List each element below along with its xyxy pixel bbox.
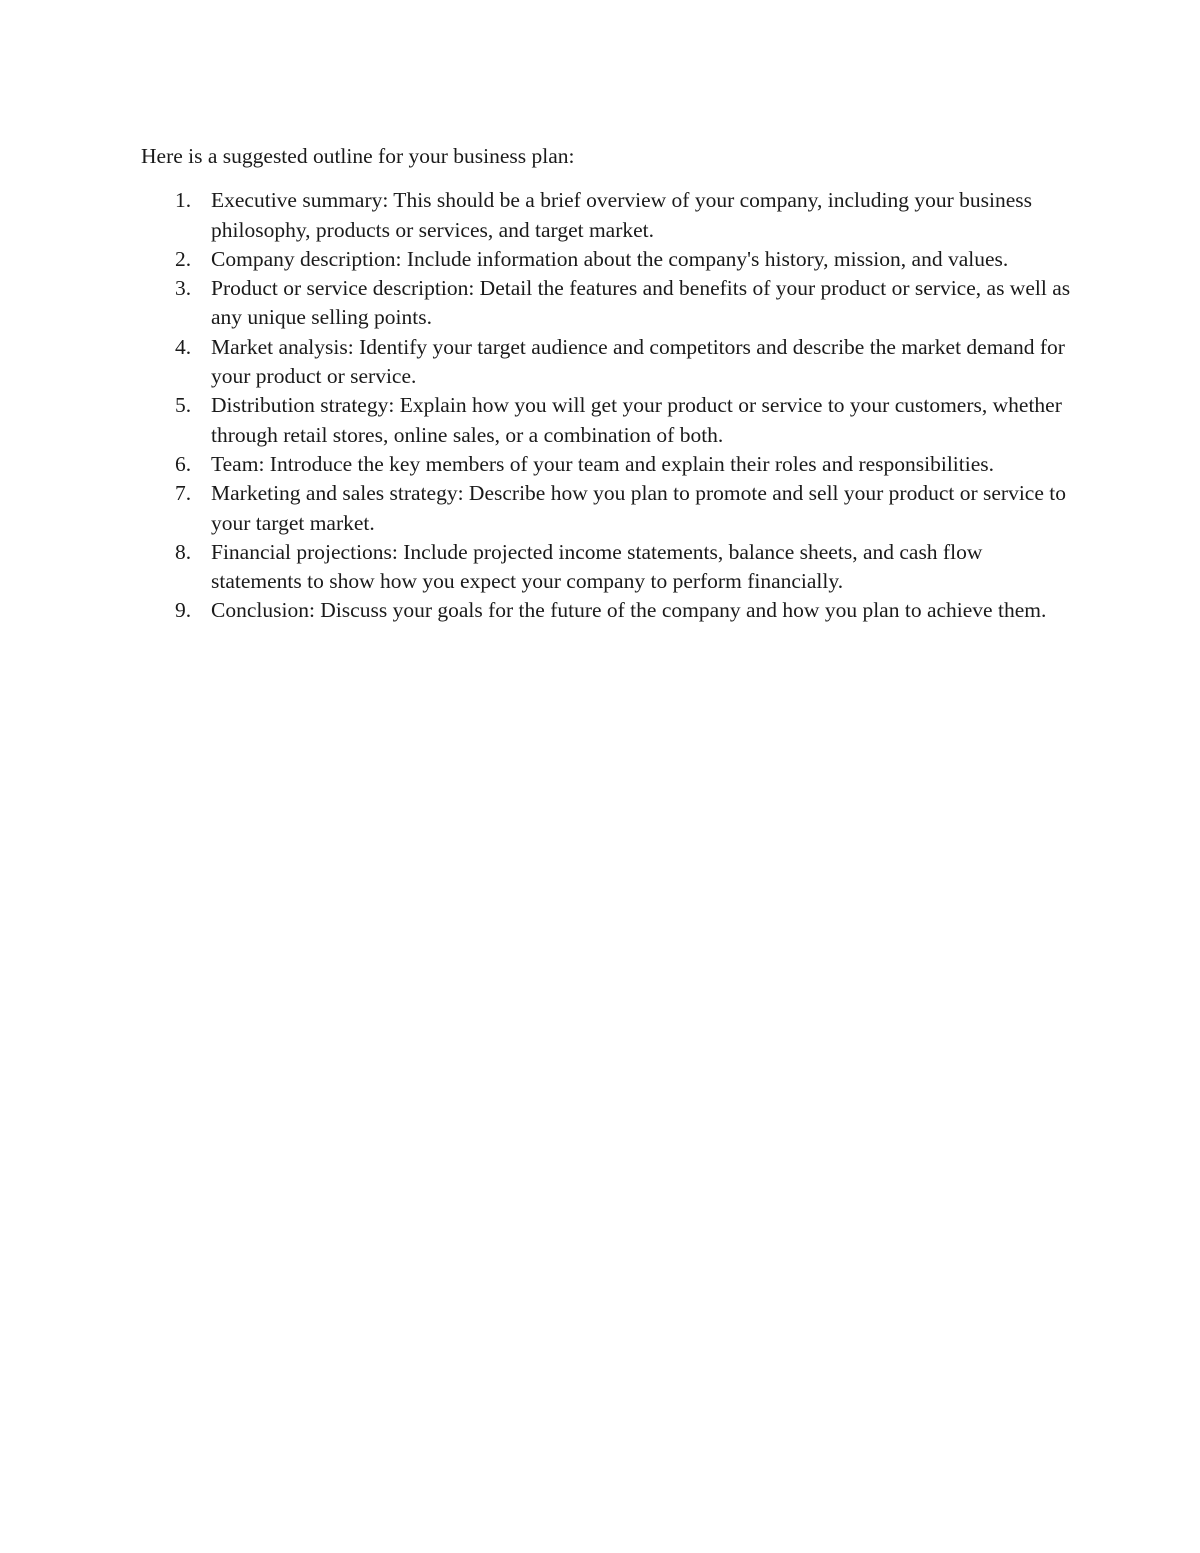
list-item: [141, 186, 1071, 245]
list-item-text: Distribution strategy: Explain how you will get your product or service to your customers, whether through retail stores, online sales, or a combination of both.: [211, 393, 1062, 447]
list-item: [141, 538, 1071, 597]
list-item-number: 8.: [175, 539, 192, 564]
list-item: [141, 391, 1071, 450]
list-item-text: Marketing and sales strategy: Describe how you plan to promote and sell your product or service to your target market.: [211, 481, 1066, 535]
list-item-number: 1.: [175, 188, 192, 213]
list-item-text: Financial projections: Include projected income statements, balance sheets, and cash flow statements to show how you expect your company to perform financially.: [211, 539, 983, 594]
intro-paragraph: Here is a suggested outline for your business plan:: [141, 144, 575, 168]
list-item-number: 7.: [175, 481, 192, 506]
list-item-text: Executive summary: This should be a brief overview of your company, including your business philosophy, products or services, and target market.: [211, 188, 1033, 242]
list-item-number: 9.: [175, 598, 192, 623]
list-item-text: Company description: Include information about the company's history, mission, and values.: [211, 246, 1009, 271]
list-item: [141, 450, 1071, 479]
list-item: [141, 274, 1071, 333]
list-item-text: Market analysis: Identify your target audience and competitors and describe the market demand for your product or service.: [211, 334, 1065, 389]
list-item-text: Product or service description: Detail the features and benefits of your product or service, as well as any unique selling points.: [211, 276, 1071, 330]
list-item: [141, 479, 1071, 538]
list-item-text: Team: Introduce the key members of your team and explain their roles and responsibilities.: [211, 451, 995, 476]
list-item: [141, 245, 1071, 274]
list-item-number: 5.: [175, 393, 192, 418]
document-body: [141, 142, 1071, 626]
list-item-number: 2.: [175, 246, 192, 271]
list-item: [141, 333, 1071, 392]
business-plan-outline: [141, 186, 1071, 625]
list-item-number: 4.: [175, 334, 192, 359]
list-item: [141, 596, 1071, 625]
list-item-number: 6.: [175, 451, 192, 476]
list-item-text: Conclusion: Discuss your goals for the future of the company and how you plan to achieve them.: [211, 598, 1047, 623]
list-item-number: 3.: [175, 276, 192, 301]
